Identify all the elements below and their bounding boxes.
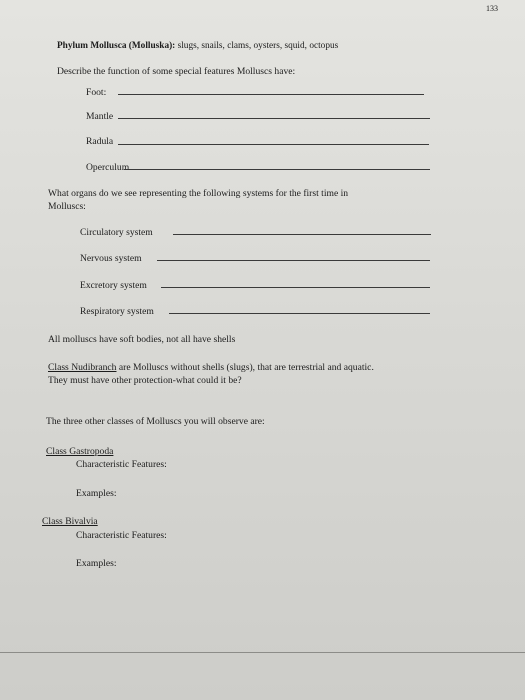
three-classes-heading: The three other classes of Molluscs you will observe are: [46,416,265,427]
class-gastropoda-label: Class Gastropoda [46,446,114,457]
q2-item-respiratory: Respiratory system [80,306,154,317]
nudibranch-line1 [48,362,374,373]
nudibranch-text1: are Molluscs without shells (slugs), that are terrestrial and aquatic. [116,362,374,373]
q1-item-operculum: Operculum [86,162,130,173]
soft-bodies-note: All molluscs have soft bodies, not all have shells [48,334,236,345]
gastropoda-examples-label: Examples: [76,488,117,499]
title-heading: Phylum Mollusca (Molluska): [57,41,176,51]
q2-prompt-line2: Molluscs: [48,201,86,212]
answer-line-nervous [157,260,430,261]
nudibranch-line2: They must have other protection-what could it be? [48,375,242,386]
class-bivalvia-label: Class Bivalvia [42,516,98,527]
page-number: 133 [486,4,498,13]
bivalvia-features-label: Characteristic Features: [76,530,167,541]
nudibranch-label: Class Nudibranch [48,362,117,373]
page-bottom-edge [0,652,525,653]
answer-line-foot [118,94,424,95]
q2-item-excretory: Excretory system [80,280,147,291]
answer-line-mantle [118,118,430,119]
answer-line-operculum [124,169,430,170]
answer-line-excretory [161,287,430,288]
bivalvia-examples-label: Examples: [76,558,117,569]
q2-prompt-line1: What organs do we see representing the following systems for the first time in [48,188,349,199]
q1-item-mantle: Mantle [86,111,114,122]
q1-prompt: Describe the function of some special features Molluscs have: [57,66,296,77]
gastropoda-features-label: Characteristic Features: [76,459,167,470]
answer-line-circulatory [173,234,431,235]
answer-line-respiratory [169,313,430,314]
q2-item-nervous: Nervous system [80,253,142,264]
title-examples: slugs, snails, clams, oysters, squid, octopus [177,41,339,51]
q1-item-radula: Radula [86,136,114,147]
q1-item-foot: Foot: [86,87,107,98]
q2-item-circulatory: Circulatory system [80,227,153,238]
page-title [57,41,338,51]
answer-line-radula [118,144,429,145]
